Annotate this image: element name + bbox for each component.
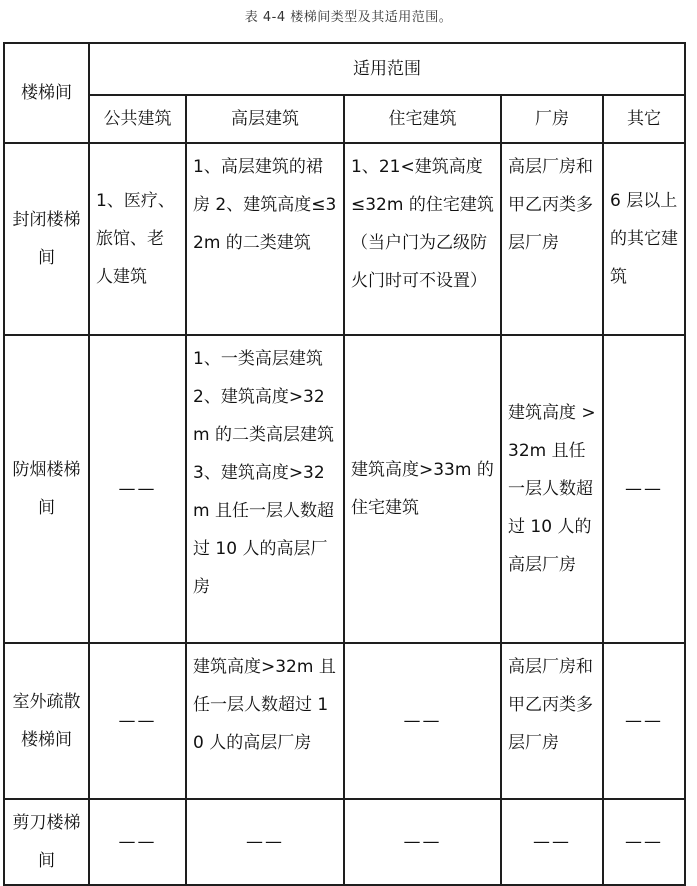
table-cell: 6 层以上的其它建筑 <box>603 143 685 335</box>
group-header: 适用范围 <box>89 43 685 95</box>
table-cell: —— <box>603 335 685 643</box>
table-cell: —— <box>344 799 501 885</box>
row-name: 剪刀楼梯间 <box>4 799 89 885</box>
row-header-label: 楼梯间 <box>4 43 89 143</box>
table-cell: —— <box>89 799 186 885</box>
row-name: 封闭楼梯间 <box>4 143 89 335</box>
header-row-2 <box>4 95 685 143</box>
table-cell: 高层厂房和甲乙丙类多层厂房 <box>501 643 603 799</box>
table-cell: 建筑高度>33m 的住宅建筑 <box>344 335 501 643</box>
column-header: 高层建筑 <box>186 95 344 143</box>
stairwell-table <box>3 42 686 886</box>
table-cell: 1、21<建筑高度≤32m 的住宅建筑（当户门为乙级防火门时可不设置） <box>344 143 501 335</box>
table-cell: 建筑高度 >32m 且任一层人数超过 10 人的高层厂房 <box>501 335 603 643</box>
table-cell: —— <box>603 643 685 799</box>
table-cell: —— <box>344 643 501 799</box>
table-cell: —— <box>89 335 186 643</box>
column-header: 公共建筑 <box>89 95 186 143</box>
table-cell: 建筑高度>32m 且任一层人数超过 10 人的高层厂房 <box>186 643 344 799</box>
column-header: 厂房 <box>501 95 603 143</box>
table-row <box>4 143 685 335</box>
table-cell: 1、一类高层建筑 2、建筑高度>32m 的二类高层建筑 3、建筑高度>32m 且任一层人数超过 10 人的高层厂房 <box>186 335 344 643</box>
table-cell: 1、医疗、旅馆、老人建筑 <box>89 143 186 335</box>
header-row-1 <box>4 43 685 95</box>
row-name: 防烟楼梯间 <box>4 335 89 643</box>
table-cell: —— <box>501 799 603 885</box>
table-row <box>4 643 685 799</box>
row-name: 室外疏散楼梯间 <box>4 643 89 799</box>
column-header: 住宅建筑 <box>344 95 501 143</box>
table-cell: —— <box>89 643 186 799</box>
table-cell: —— <box>603 799 685 885</box>
table-cell: —— <box>186 799 344 885</box>
table-row <box>4 335 685 643</box>
column-header: 其它 <box>603 95 685 143</box>
table-cell: 高层厂房和甲乙丙类多层厂房 <box>501 143 603 335</box>
table-cell: 1、高层建筑的裙房 2、建筑高度≤32m 的二类建筑 <box>186 143 344 335</box>
table-caption: 表 4-4 楼梯间类型及其适用范围。 <box>244 10 453 25</box>
table-row <box>4 799 685 885</box>
